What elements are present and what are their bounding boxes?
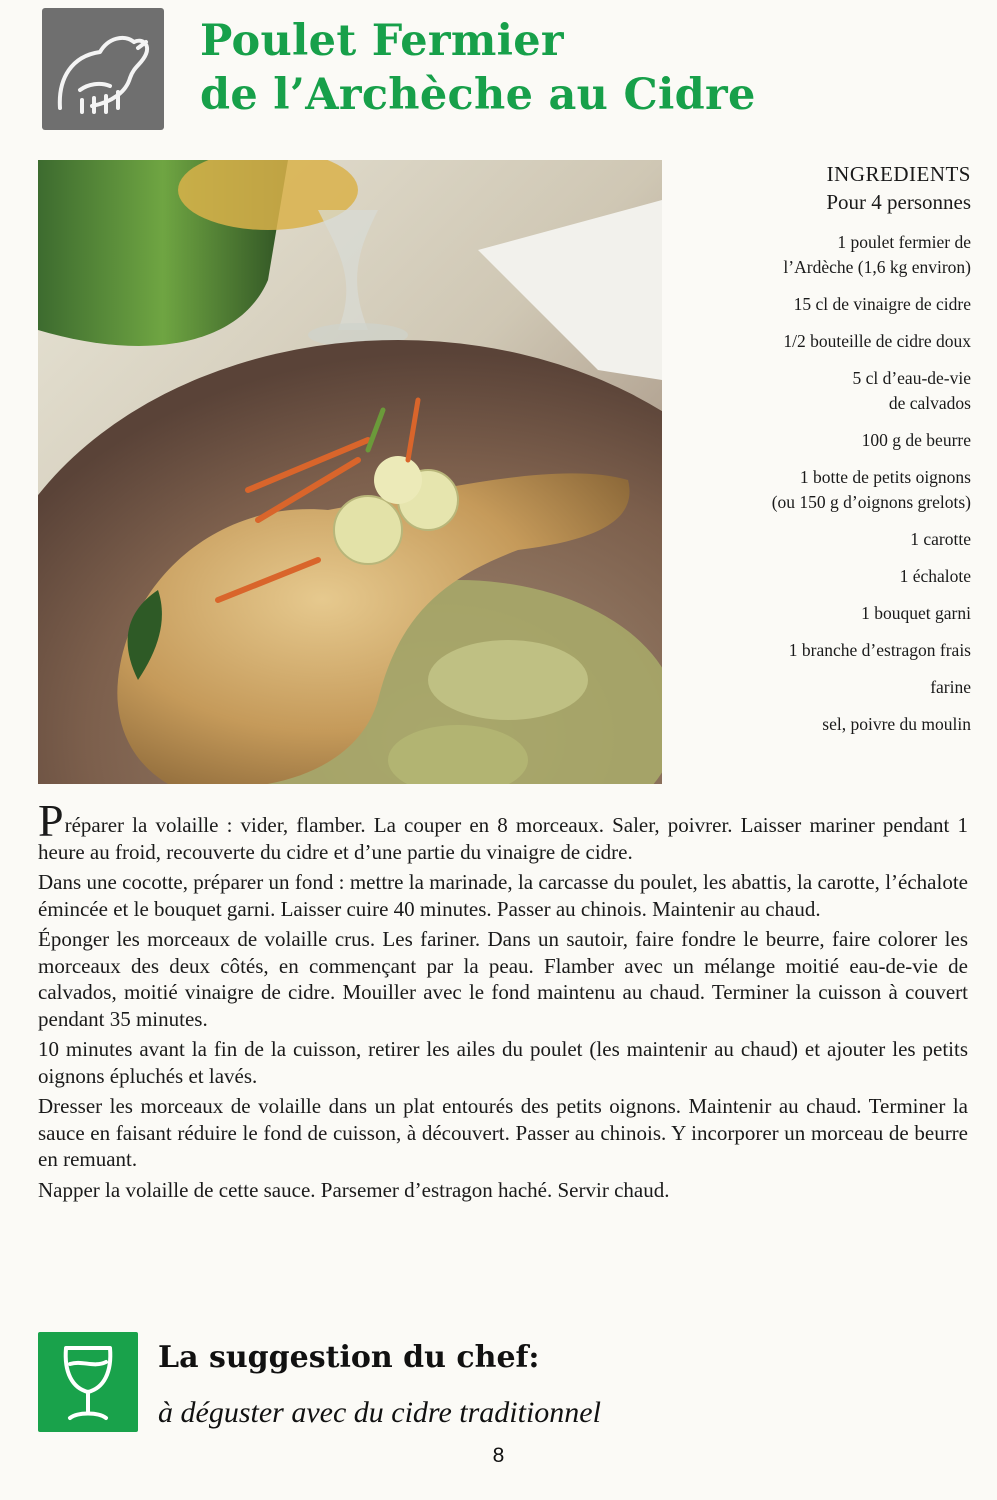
recipe-title-line-1: Poulet Fermier — [200, 16, 564, 66]
ingredients-panel — [671, 160, 971, 749]
dish-photo — [38, 160, 662, 784]
method-paragraph: Éponger les morceaux de volaille crus. Les fariner. Dans un sautoir, faire fondre le beurre, faire colorer les morceaux des deux côtés, en commençant par la peau. Flamber avec un mélange moitié eau-de-vie de calvados, moitié vinaigre de cidre. Mouiller avec le fond maintenu au chaud. Terminer la cuisson à couvert pendant 35 minutes. — [38, 927, 968, 1031]
wine-glass-icon — [38, 1332, 138, 1432]
chef-suggestion-title: La suggestion du chef: — [158, 1340, 540, 1375]
method-paragraph: Dresser les morceaux de volaille dans un plat entourés des petits oignons. Maintenir au chaud. Terminer la sauce en faisant réduire le fond de cuisson, à découvert. Passer au chinois. Y incorporer un morceau de beurre en remuant. — [38, 1094, 968, 1171]
method-paragraph — [38, 795, 968, 865]
ingredient-item: 1 poulet fermier de l’Ardèche (1,6 kg environ) — [783, 232, 971, 277]
ingredient-item: 1 bouquet garni — [861, 603, 971, 623]
ingredient-item: 1/2 bouteille de cidre doux — [783, 331, 971, 351]
method-paragraph: 10 minutes avant la fin de la cuisson, retirer les ailes du poulet (les maintenir au chaud) et ajouter les petits oignons épluchés et lavés. — [38, 1037, 968, 1088]
method-paragraph: Napper la volaille de cette sauce. Parsemer d’estragon haché. Servir chaud. — [38, 1177, 670, 1202]
ingredients-title: INGREDIENTS — [826, 162, 971, 186]
method-paragraph: Dans une cocotte, préparer un fond : mettre la marinade, la carcasse du poulet, les abattis, la carotte, l’échalote émincée et le bouquet garni. Laisser cuire 40 minutes. Passer au chinois. Maintenir au chaud. — [38, 870, 968, 921]
ingredient-item: 1 échalote — [899, 566, 971, 586]
ingredient-item: 1 carotte — [910, 529, 971, 549]
ingredient-item: 5 cl d’eau-de-vie de calvados — [852, 368, 971, 413]
ingredients-list — [671, 230, 971, 737]
ingredients-servings: Pour 4 personnes — [826, 190, 971, 214]
chicken-logo-icon — [42, 8, 164, 130]
recipe-title — [200, 14, 756, 122]
ingredient-item: 1 branche d’estragon frais — [788, 640, 971, 660]
chef-suggestion-text: à déguster avec du cidre traditionnel — [158, 1396, 601, 1429]
page-number: 8 — [492, 1444, 505, 1467]
drop-cap: P — [38, 795, 64, 846]
ingredient-item: sel, poivre du moulin — [822, 714, 971, 734]
ingredient-item: 100 g de beurre — [861, 430, 971, 450]
ingredient-item: 1 botte de petits oignons (ou 150 g d’oignons grelots) — [771, 467, 971, 512]
recipe-title-line-2: de l’Archèche au Cidre — [200, 70, 756, 120]
recipe-method — [38, 795, 968, 1207]
ingredient-item: 15 cl de vinaigre de cidre — [793, 294, 971, 314]
ingredient-item: farine — [930, 677, 971, 697]
method-paragraph-text: réparer la volaille : vider, flamber. La couper en 8 morceaux. Saler, poivrer. Laisser mariner pendant 1 heure au froid, recouverte du cidre et d’une partie du vinaigre de cidre. — [38, 813, 968, 864]
